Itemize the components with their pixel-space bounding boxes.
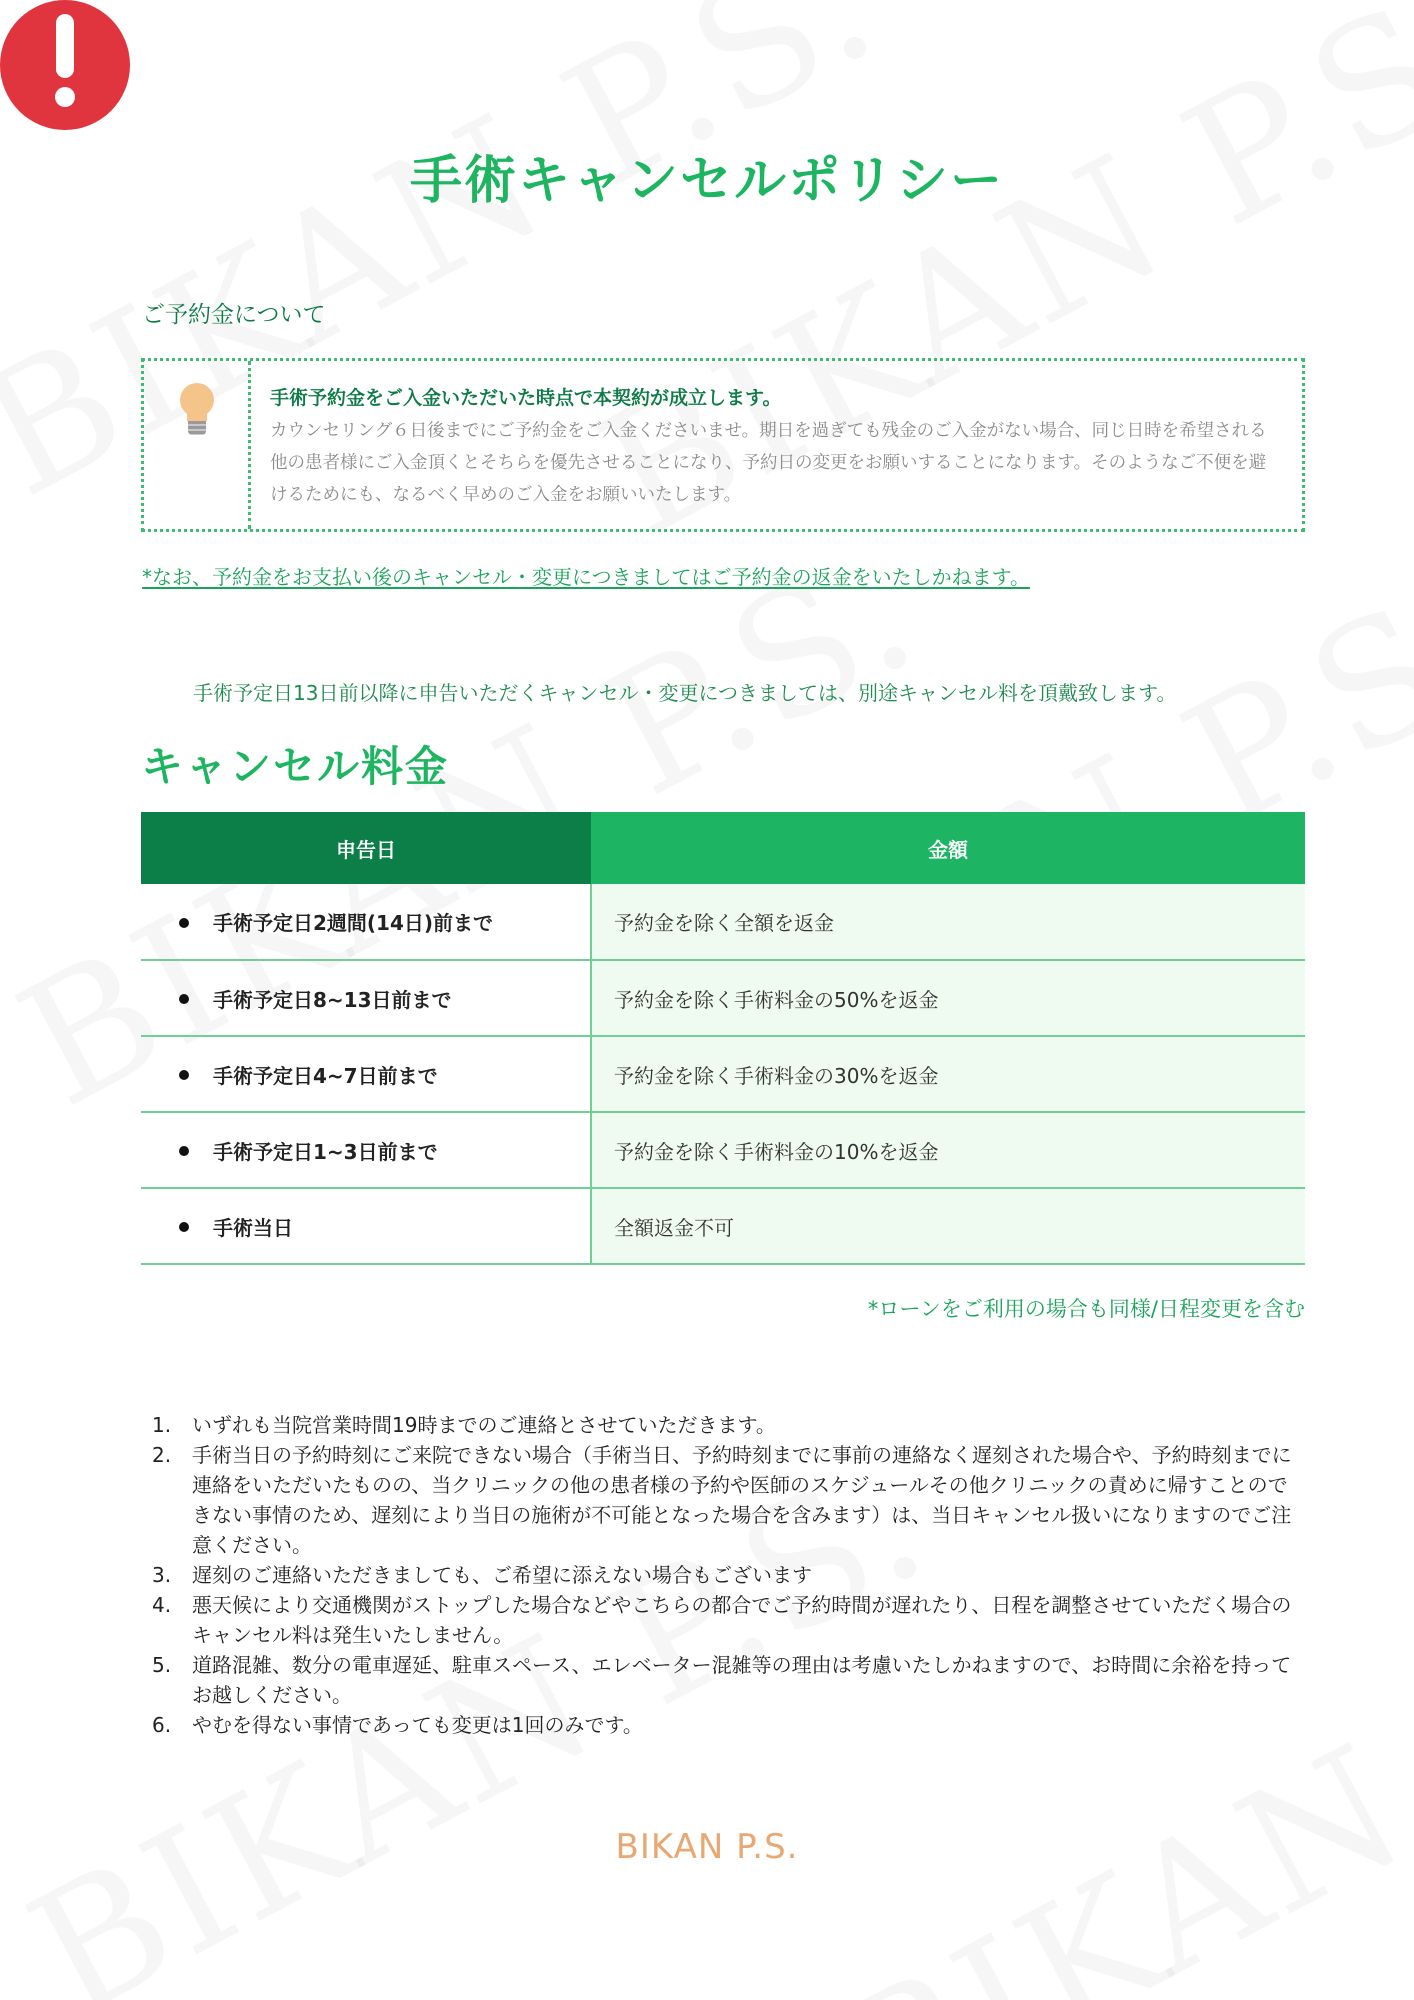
amount-cell: 予約金を除く手術料金の50%を返金 (591, 960, 1305, 1036)
bullet-icon (179, 1222, 189, 1232)
table-row (141, 884, 1305, 960)
date-cell (141, 884, 591, 960)
bullet-icon (179, 918, 189, 928)
list-item: 6. やむを得ない事情であっても変更は1回のみです。 (152, 1713, 643, 1737)
table-row (141, 1188, 1305, 1264)
amount-cell: 予約金を除く全額を返金 (591, 884, 1305, 960)
alert-icon[interactable] (0, 0, 130, 130)
bullet-icon (179, 1146, 189, 1156)
cancel-fee-table (141, 812, 1305, 1265)
table-row (141, 960, 1305, 1036)
table-header-row (141, 812, 1305, 884)
deposit-note: *なお、予約金をお支払い後のキャンセル・変更につきましてはご予約金の返金をいたしかねます。 (142, 565, 1030, 589)
date-cell (141, 1112, 591, 1188)
cancel-intro: 手術予定日13日前以降に申告いただくキャンセル・変更につきましては、別途キャンセル料を頂戴致します。 (193, 681, 1177, 705)
date-cell (141, 1036, 591, 1112)
list-item: 3. 遅刻のご連絡いただきましても、ご希望に添えない場合もございます (152, 1563, 812, 1587)
amount-cell: 全額返金不可 (591, 1188, 1305, 1264)
deposit-body: カウンセリング６日後までにご予約金をご入金くださいませ。期日を過ぎても残金のご入金がない場合、同じ日時を希望される他の患者様にご入金頂くとそちらを優先させることになり、予約日の変更をお願いすることになります。そのようなご不便を避けるためにも、なるべく早めのご入金をお願いいたします。 (270, 421, 1267, 505)
date-label: 手術予定日8~13日前まで (213, 987, 452, 1012)
amount-cell: 予約金を除く手術料金の30%を返金 (591, 1036, 1305, 1112)
fee-heading: キャンセル料金 (141, 742, 450, 791)
table-row (141, 1112, 1305, 1188)
date-cell (141, 1188, 591, 1264)
table-row (141, 1036, 1305, 1112)
footer-logo: BIKAN P.S. (615, 1827, 799, 1867)
amount-cell: 予約金を除く手術料金の10%を返金 (591, 1112, 1305, 1188)
date-cell (141, 960, 591, 1036)
date-label: 手術予定日1~3日前まで (213, 1139, 438, 1164)
header-date: 申告日 (141, 812, 591, 884)
bullet-icon (179, 994, 189, 1004)
lightbulb-icon (180, 383, 214, 439)
loan-note: *ローンをご利用の場合も同様/日程変更を含む (867, 1297, 1305, 1321)
deposit-info-box (141, 358, 1305, 532)
date-label: 手術予定日4~7日前まで (213, 1063, 438, 1088)
list-item: 5. 道路混雑、数分の電車遅延、駐車スペース、エレベーター混雑等の理由は考慮いたしかねますので、お時間に余裕を持ってお越しください。 (152, 1653, 1292, 1707)
date-label: 手術予定日2週間(14日)前まで (213, 911, 494, 935)
rules-list (152, 1410, 1292, 1740)
deposit-heading: ご予約金について (142, 302, 326, 328)
list-item: 4. 悪天候により交通機関がストップした場合などやこちらの都合でご予約時間が遅れたり、日程を調整させていただく場合のキャンセル料は発生いたしません。 (152, 1593, 1292, 1647)
deposit-lead: 手術予約金をご入金いただいた時点で本契約が成立します。 (270, 387, 782, 409)
page-title: 手術キャンセルポリシー (409, 151, 1004, 211)
list-item: 1. いずれも当院営業時間19時までのご連絡とさせていただきます。 (152, 1413, 776, 1437)
date-label: 手術当日 (213, 1215, 293, 1240)
header-amount: 金額 (591, 812, 1305, 884)
bullet-icon (179, 1070, 189, 1080)
list-item: 2. 手術当日の予約時刻にご来院できない場合（手術当日、予約時刻までに事前の連絡なく遅刻された場合や、予約時刻までに連絡をいただいたものの、当クリニックの他の患者様の予約や医師のスケジュールその他クリニックの責めに帰すことのできない事情のため、遅刻により当日の施術が不可能となった場合を含みます）は、当日キャンセル扱いになりますのでご注意ください。 (152, 1443, 1292, 1557)
